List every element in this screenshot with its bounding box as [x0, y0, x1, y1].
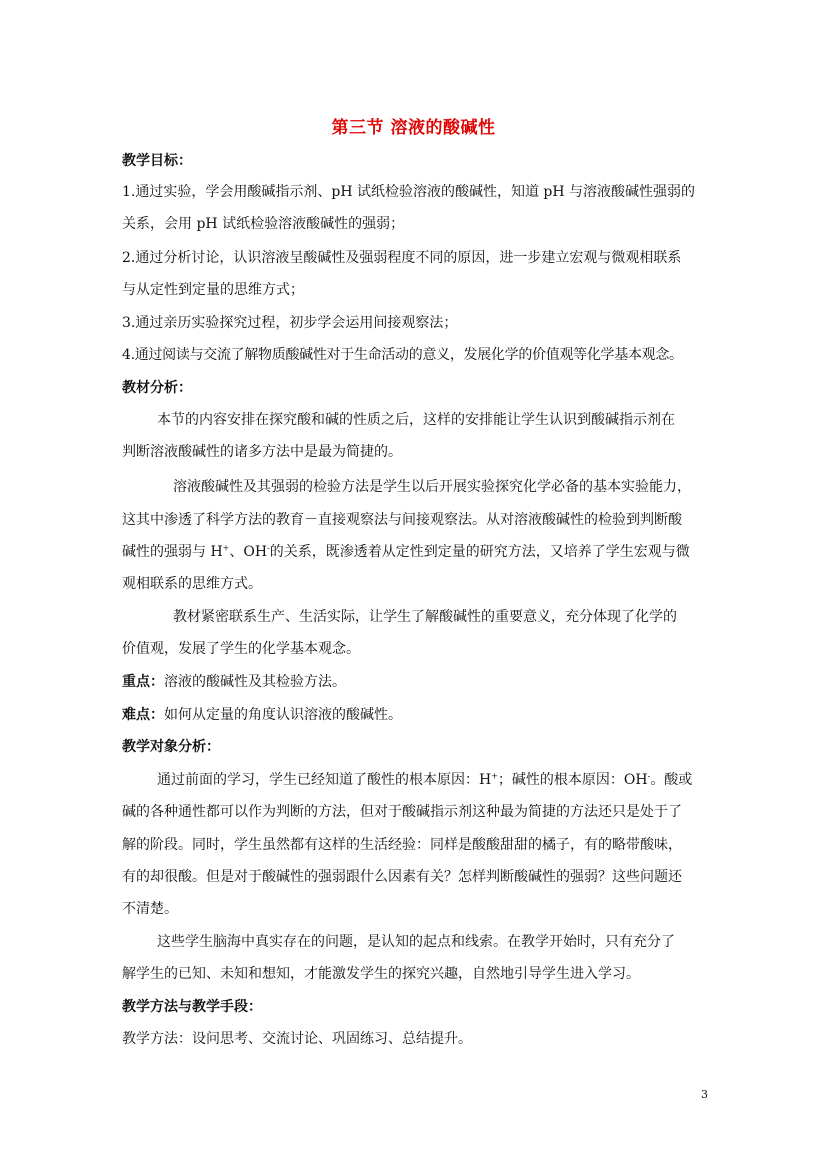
material-line: 溶液酸碱性及其强弱的检验方法是学生以后开展实验探究化学必备的基本实验能力， — [173, 479, 691, 495]
material-heading: 教材分析： — [122, 380, 192, 396]
material-line — [122, 543, 690, 561]
superscript: + — [222, 543, 230, 553]
material-line: 教材紧密联系生产、生活实际，让学生了解酸碱性的重要意义，充分体现了化学的 — [173, 609, 677, 625]
material-line: 这其中渗透了科学方法的教育－直接观察法与间接观察法。从对溶液酸碱性的检验到判断酸 — [122, 512, 682, 528]
key-point — [122, 673, 346, 691]
object-text: 通过前面的学习，学生已经知道了酸性的根本原因：H — [157, 772, 492, 788]
key-text: 溶液的酸碱性及其检验方法。 — [164, 674, 346, 690]
goal-line: 4.通过阅读与交流了解物质酸碱性对于生命活动的意义，发展化学的价值观等化学基本观念。 — [122, 347, 683, 363]
difficult-point — [122, 706, 402, 724]
goal-line: 与从定性到定量的思维方式； — [122, 282, 304, 298]
page-title: 第三节 溶液的酸碱性 — [331, 118, 496, 138]
material-line: 观相联系的思维方式。 — [122, 576, 262, 592]
object-line: 碱的各种通性都可以作为判断的方法，但对于酸碱指示剂这种最为简捷的方法还只是处于了 — [122, 804, 682, 820]
difficult-text: 如何从定量的角度认识溶液的酸碱性。 — [164, 707, 402, 723]
object-line: 解的阶段。同时，学生虽然都有这样的生活经验：同样是酸酸甜甜的橘子，有的略带酸味， — [122, 837, 682, 853]
material-line: 本节的内容安排在探究酸和碱的性质之后，这样的安排能让学生认识到酸碱指示剂在 — [157, 412, 675, 428]
object-line: 有的却很酸。但是对于酸碱性的强弱跟什么因素有关？怎样判断酸碱性的强弱？这些问题还 — [122, 869, 682, 885]
object-line: 解学生的已知、未知和想知，才能激发学生的探究兴趣，自然地引导学生进入学习。 — [122, 966, 640, 982]
goals-heading: 教学目标： — [122, 153, 192, 169]
material-text: 的关系，既渗透着从定性到定量的研究方法，又培养了学生宏观与微 — [269, 544, 690, 560]
object-line — [157, 771, 692, 789]
material-text: 、OH — [229, 544, 268, 560]
superscript: - — [267, 543, 270, 553]
goal-line: 3.通过亲历实验探究过程，初步学会运用间接观察法； — [122, 315, 458, 331]
method-heading: 教学方法与教学手段： — [122, 999, 262, 1015]
object-text: 。酸或 — [650, 772, 693, 788]
goal-line: 1.通过实验，学会用酸碱指示剂、pH 试纸检验溶液的酸碱性，知道 pH 与溶液酸碱性强弱的 — [122, 184, 696, 200]
object-line: 不清楚。 — [122, 901, 178, 917]
material-line: 价值观，发展了学生的化学基本观念。 — [122, 641, 360, 657]
difficult-label: 难点： — [122, 707, 164, 723]
page-number: 3 — [701, 1088, 708, 1101]
key-label: 重点： — [122, 674, 164, 690]
object-line: 这些学生脑海中真实存在的问题，是认知的起点和线索。在教学开始时，只有充分了 — [157, 934, 675, 950]
goal-line: 关系，会用 pH 试纸检验溶液酸碱性的强弱； — [122, 216, 405, 232]
object-text: ；碱性的根本原因：OH — [497, 772, 648, 788]
superscript: - — [647, 771, 651, 781]
superscript: + — [491, 771, 498, 781]
method-line: 教学方法：设问思考、交流讨论、巩固练习、总结提升。 — [122, 1031, 472, 1047]
object-heading: 教学对象分析： — [122, 739, 220, 755]
material-text: 碱性的强弱与 H — [122, 544, 223, 560]
material-line: 判断溶液酸碱性的诸多方法中是最为简捷的。 — [122, 444, 402, 460]
goal-line: 2.通过分析讨论，认识溶液呈酸碱性及强弱程度不同的原因，进一步建立宏观与微观相联系 — [122, 250, 682, 266]
